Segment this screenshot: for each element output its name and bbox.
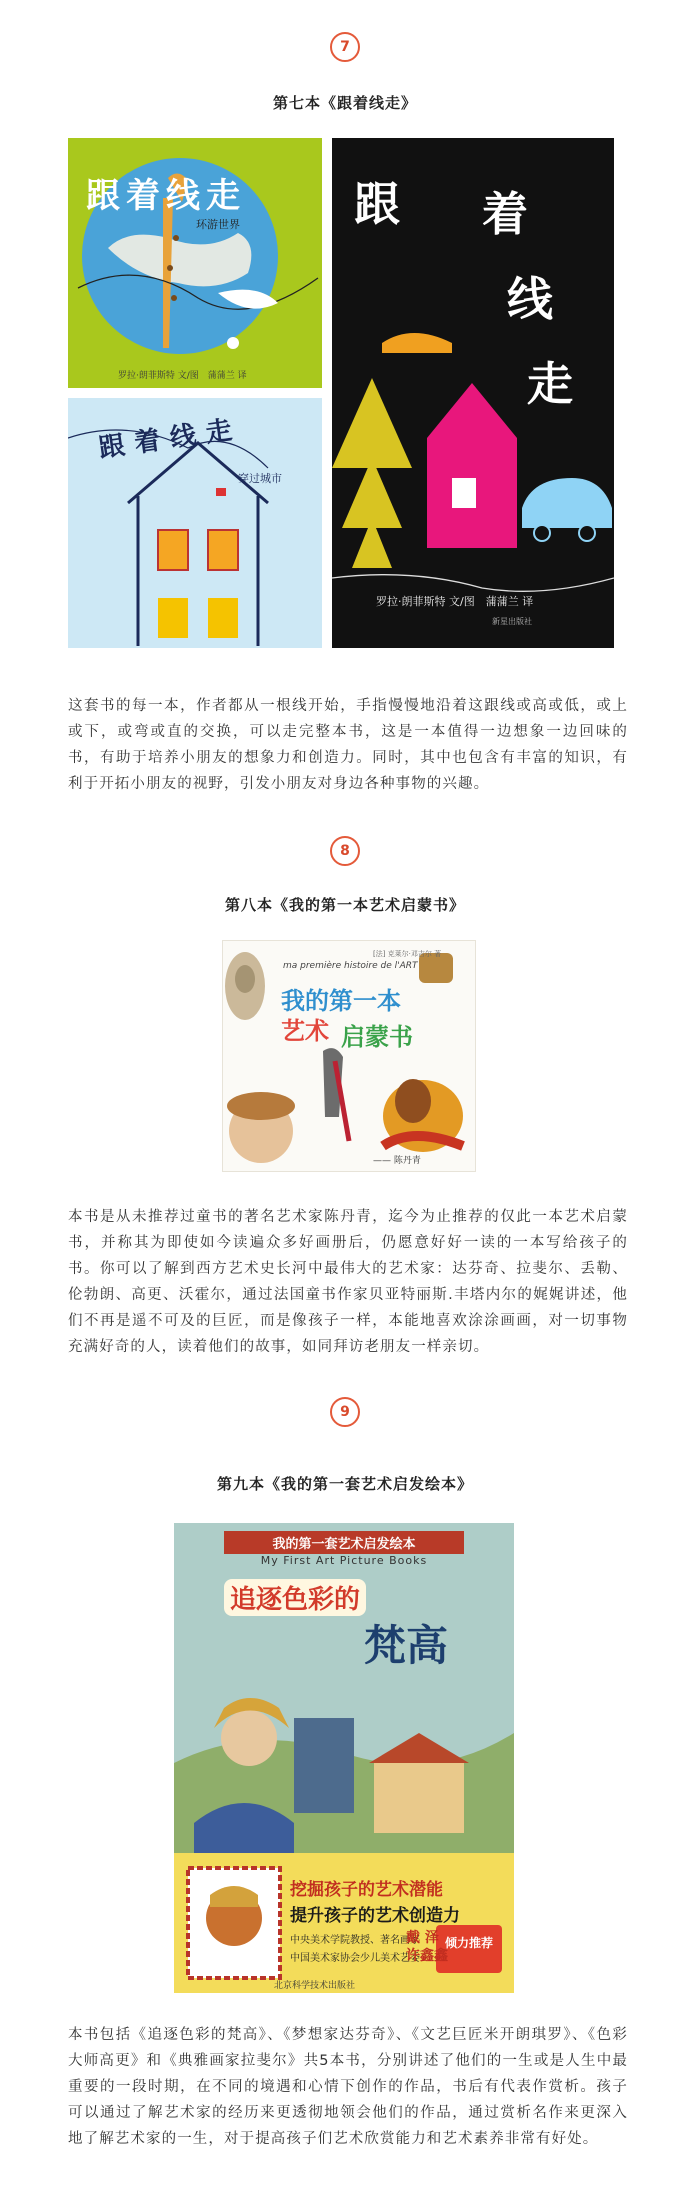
section-number-badge: 7: [330, 32, 360, 62]
cover-publisher: 新星出版社: [492, 617, 532, 626]
cover-subtitle: 穿过城市: [238, 472, 282, 485]
section-paragraph: 本书是从未推荐过童书的著名艺术家陈丹青，迄今为止推荐的仅此一本艺术启蒙书，并称其为即使如今读遍众多好画册后，仍愿意好好一读的一本写给孩子的书。你可以了解到西方艺术史长河中最伟大的艺术家：达芬奇、拉斐尔、丢勒、伦勃朗、高更、沃霍尔，通过法国童书作家贝亚特丽斯.丰塔内尔的娓娓讲述，他们不再是遥不可及的巨匠，而是像孩子一样，本能地喜欢涂涂画画，对一切事物充满好奇的人，读着他们的故事，如同拜访老朋友一样亲切。: [68, 1209, 628, 1355]
cover-endorsement-2a: 中国美术家协会少儿美术艺委: [290, 1953, 420, 1964]
section-title: 第七本《跟着线走》: [272, 94, 417, 112]
cover-title-char-1: 跟: [354, 177, 400, 231]
section-paragraph: 本书包括《追逐色彩的梵高》、《梦想家达芬奇》、《文艺巨匠米开朗琪罗》、《色彩大师高更》和《典雅画家拉斐尔》共5本书，分别讲述了他们的一生或是人生中最重要的一段时期，在不同的境遇和心情下创作的作品，书后有代表作赏析。孩子可以通过了解艺术家的经历来更透彻地领会他们的作品，通过赏析名作来更深入地了解艺术家的一生，对于提高孩子们艺术欣赏能力和艺术素养非常有好处。: [68, 2027, 628, 2147]
book-cover-follow-the-line: [332, 138, 614, 648]
cover-endorsement-1b: 戴 泽: [406, 1930, 439, 1946]
section-title: 第八本《我的第一本艺术启蒙书》: [224, 896, 465, 914]
cover-slogan-1: 挖掘孩子的艺术潜能: [290, 1880, 443, 1900]
cover-endorsement-1a: 中央美术学院教授、著名画家: [290, 1935, 420, 1946]
cover-endorsement-2b: 许鑫鑫: [406, 1948, 448, 1964]
cover-subtitle: 环游世界: [196, 218, 240, 231]
book-cover-through-city: [68, 398, 322, 648]
cover-credit: 罗拉·朗菲斯特 文/图 蒲蒲兰 译: [118, 371, 247, 381]
cover-title-char-2: 着: [482, 187, 528, 241]
cover-title-big: 梵高: [364, 1621, 449, 1670]
cover-recommender: —— 陈丹青: [373, 1156, 421, 1166]
section-title: 第九本《我的第一套艺术启发绘本》: [216, 1475, 473, 1493]
cover-title: 跟着线走: [96, 414, 244, 464]
cover-title-char-4: 走: [527, 357, 573, 411]
section-number-badge: 8: [330, 836, 360, 866]
cover-credit: 罗拉·朗菲斯特 文/图 蒲蒲兰 译: [376, 595, 534, 608]
cover-title-line-2a: 艺术: [281, 1017, 329, 1045]
cover-title-line-2b: 启蒙书: [341, 1023, 413, 1051]
section-paragraph: 这套书的每一本，作者都从一根线开始，手指慢慢地沿着这跟线或高或低，或上或下，或弯或直的交换，可以走完整本书，这是一本值得一边想象一边回味的书，有助于培养小朋友的想象力和创造力。同时，其中也包含有丰富的知识，有利于开拓小朋友的视野，引发小朋友对身边各种事物的兴趣。: [68, 698, 628, 792]
cover-artworks: [223, 941, 476, 1172]
cover-publisher: 北京科学技术出版社: [274, 1981, 356, 1991]
cover-series-en: My First Art Picture Books: [260, 1554, 428, 1567]
cover-slogan-2: 提升孩子的艺术创造力: [290, 1906, 460, 1926]
cover-title-line-1: 我的第一本: [281, 987, 401, 1015]
section-number-badge: 9: [330, 1397, 360, 1427]
cover-author: [法] 克莱尔·邓吉尔 著: [373, 950, 442, 958]
book-cover-travel-world: [68, 138, 322, 388]
cover-title-small: 追逐色彩的: [224, 1579, 366, 1616]
book-cover-van-gogh: [174, 1523, 514, 1993]
book-cover-first-art-book: [222, 940, 476, 1172]
cover-series-cn: 我的第一套艺术启发绘本: [224, 1531, 464, 1554]
cover-title-char-3: 线: [507, 272, 553, 326]
cover-french-title: ma première histoire de l'ART: [283, 961, 418, 971]
cover-title: 跟着线走: [86, 176, 246, 216]
cover-badge: 倾力推荐: [444, 1936, 493, 1950]
